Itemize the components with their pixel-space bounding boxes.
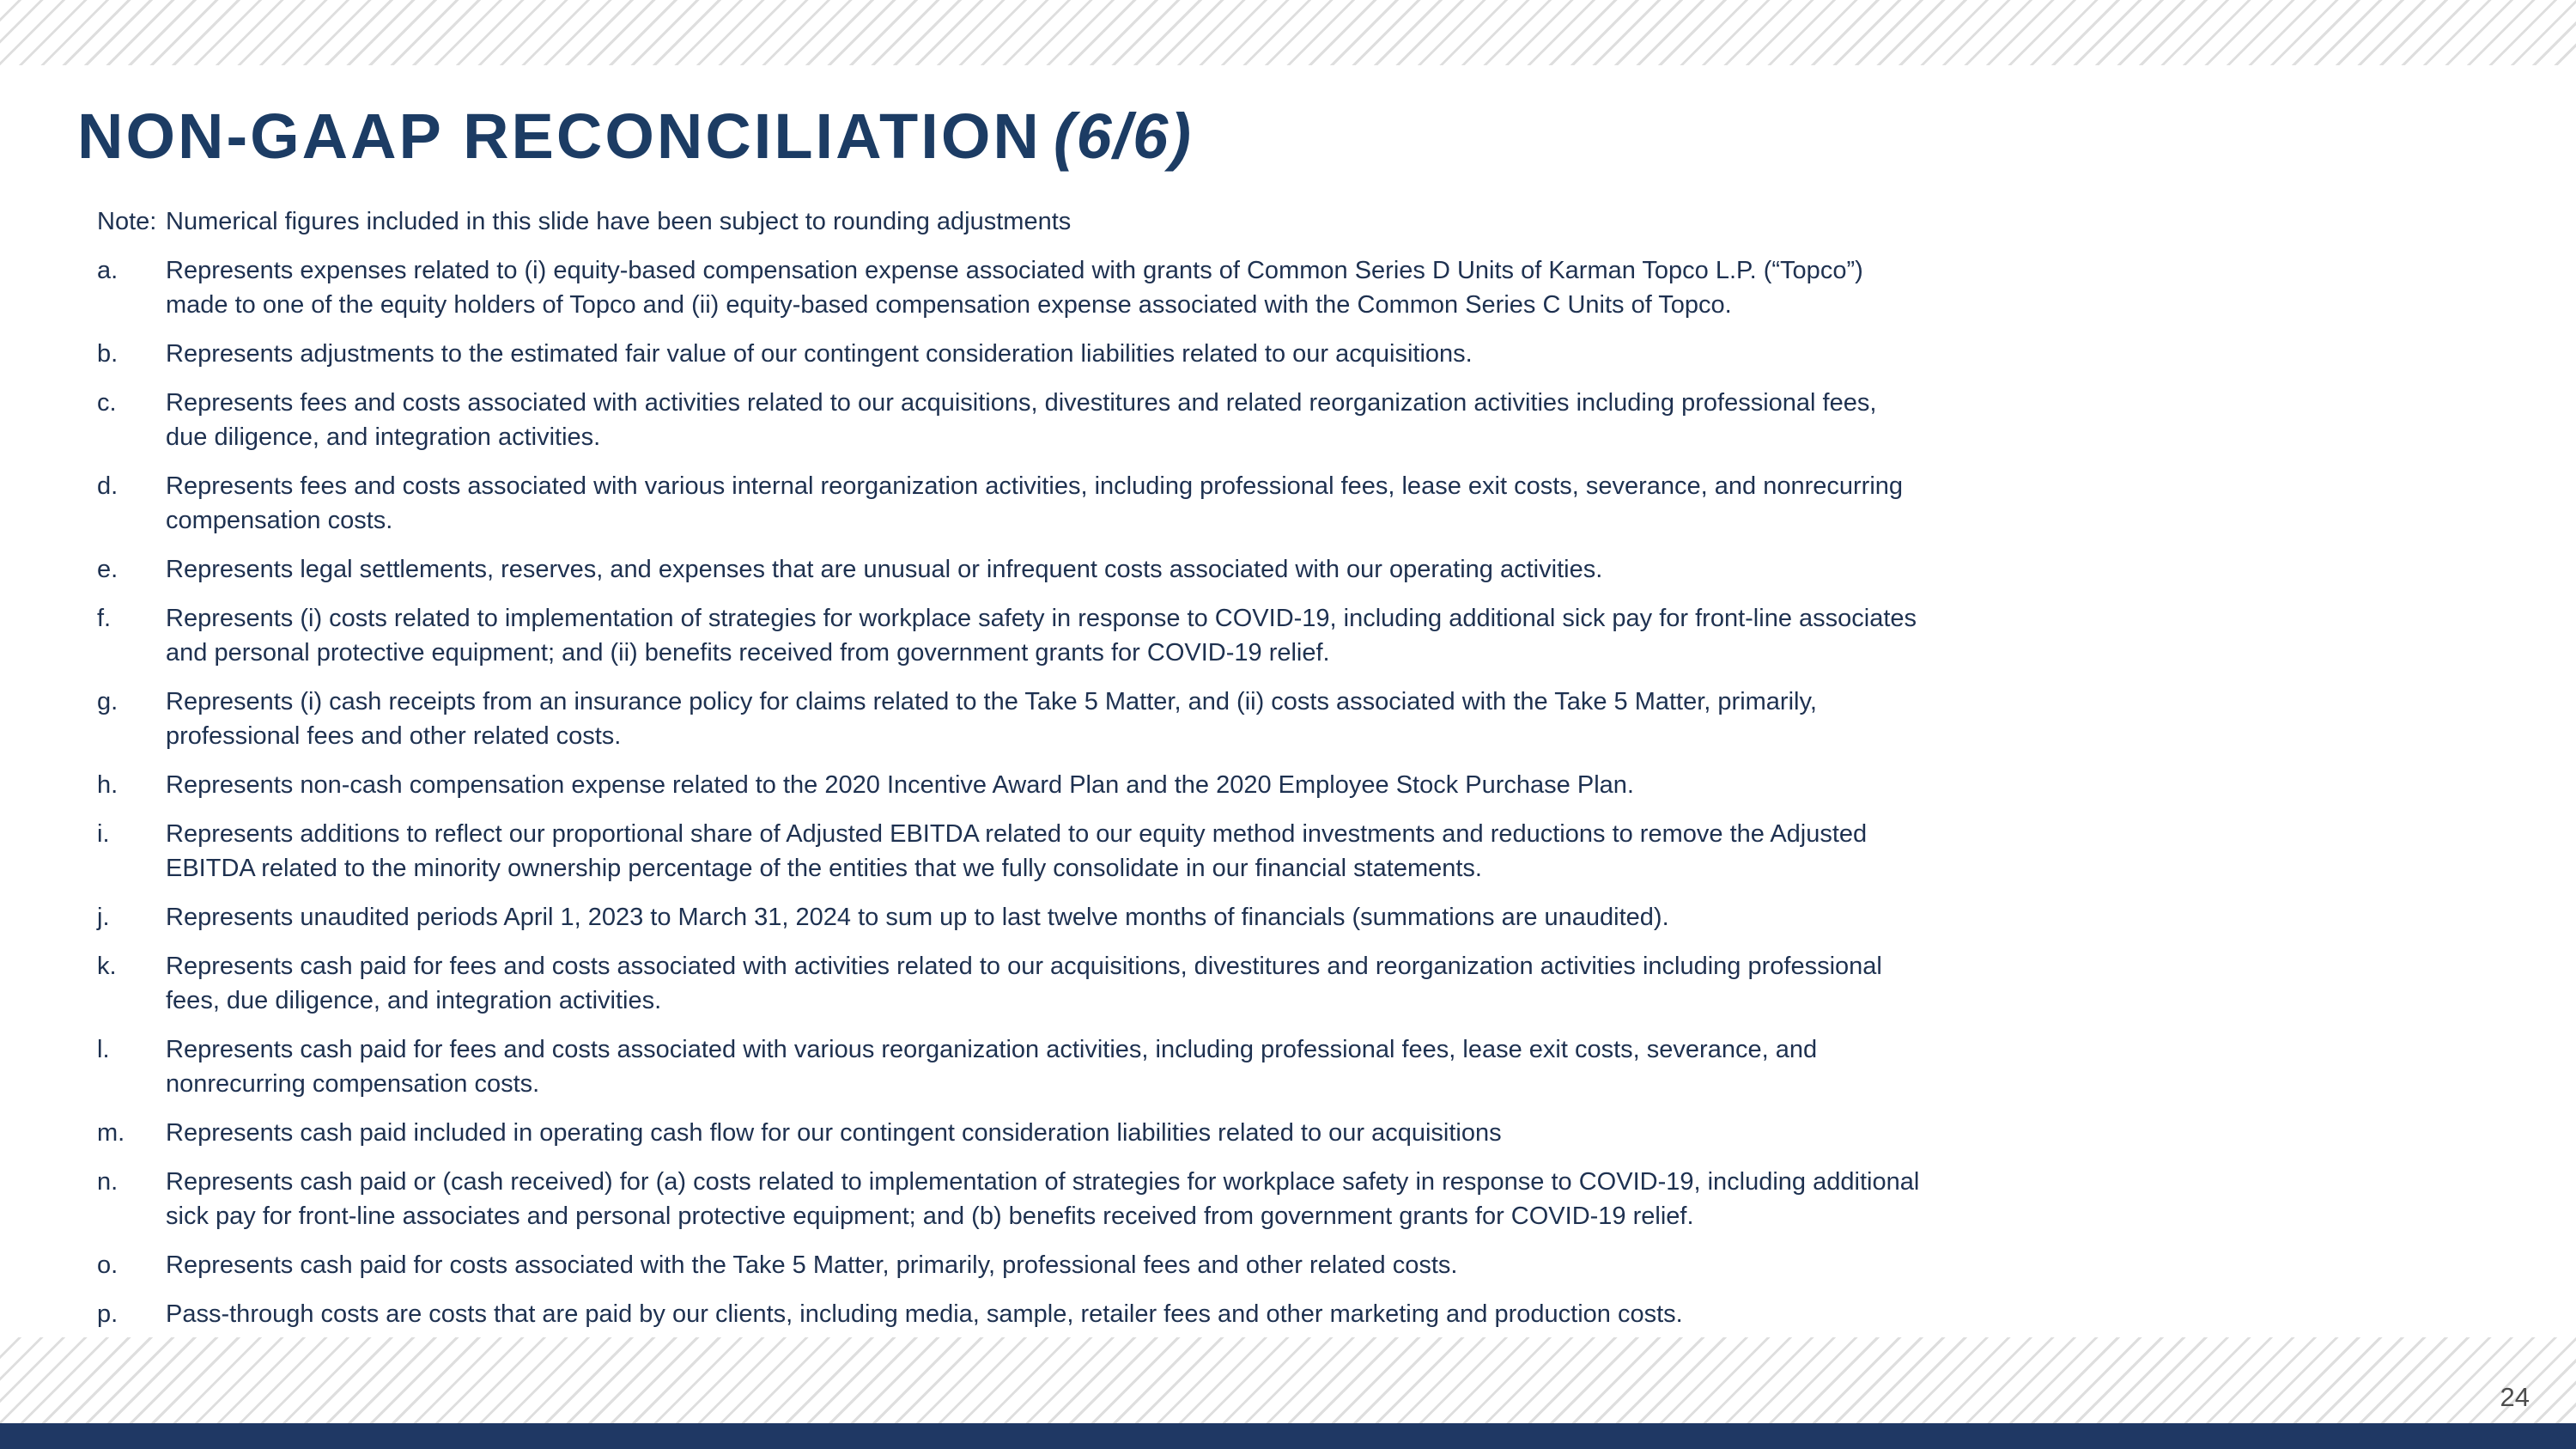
- page-title-counter: (6/6): [1053, 100, 1193, 172]
- footnote-label: e.: [97, 556, 118, 583]
- footnote-item: [97, 204, 1978, 239]
- footnote-label: d.: [97, 472, 118, 500]
- footnote-label: i.: [97, 820, 110, 848]
- footnote-text: Represents cash paid for fees and costs associated with activities related to our acquisitions, divestitures and reorganization activities including professional fees, due diligence, and integration activities.: [166, 953, 1882, 1014]
- footnote-label: f.: [97, 605, 112, 632]
- footnote-text: Represents (i) cash receipts from an insurance policy for claims related to the Take 5 Matter, and (ii) costs associated with the Take 5 Matter, primarily, professional fees and other related costs.: [166, 688, 1817, 750]
- footnote-label: Note:: [97, 208, 157, 235]
- footnote-text: Numerical figures included in this slide have been subject to rounding adjustments: [166, 208, 1072, 235]
- footnote-text: Represents fees and costs associated with various internal reorganization activities, including professional fees, lease exit costs, severance, and nonrecurring compensation costs.: [166, 472, 1904, 534]
- page-title-text: NON-GAAP RECONCILIATION: [77, 100, 1042, 172]
- footnote-label: h.: [97, 771, 118, 799]
- footer-bar: [0, 1423, 2576, 1449]
- footnote-item: [97, 1032, 1978, 1101]
- footnote-text: Represents cash paid included in operating cash flow for our contingent consideration liabilities related to our acquisitions: [166, 1119, 1502, 1147]
- footnote-text: Represents fees and costs associated with activities related to our acquisitions, divestitures and related reorganization activities including professional fees, due diligence, and integration activities.: [166, 389, 1877, 451]
- footnote-item: [97, 768, 1978, 802]
- footnote-item: [97, 1297, 1978, 1331]
- footnote-label: g.: [97, 688, 118, 715]
- footnote-text: Pass-through costs are costs that are paid by our clients, including media, sample, retailer fees and other marketing and production costs.: [166, 1300, 1683, 1328]
- footnotes-list: [97, 204, 1978, 1395]
- footnote-label: k.: [97, 953, 117, 980]
- footnote-label: c.: [97, 389, 117, 417]
- footnote-item: [97, 386, 1978, 454]
- footnote-item: [97, 253, 1978, 322]
- footnote-label: o.: [97, 1251, 118, 1279]
- footnote-text: Represents additions to reflect our proportional share of Adjusted EBITDA related to our equity method investments and reductions to remove the Adjusted EBITDA related to the minority ownership percentage of the entities that we fully consolidate in our financial statements.: [166, 820, 1868, 882]
- footnote-item: [97, 552, 1978, 587]
- footnote-label: n.: [97, 1168, 118, 1196]
- footnote-label: a.: [97, 257, 118, 284]
- footnote-text: Represents cash paid for costs associated with the Take 5 Matter, primarily, professional fees and other related costs.: [166, 1251, 1458, 1279]
- page-title: [77, 100, 1193, 173]
- footnote-text: Represents expenses related to (i) equity-based compensation expense associated with grants of Common Series D Units of Karman Topco L.P. (“Topco”) made to one of the equity holders of Topco and (ii) equity-based compensation expense associated with the Common Series C Units of Topco.: [166, 257, 1863, 319]
- footnote-label: m.: [97, 1119, 125, 1147]
- footnote-item: [97, 1248, 1978, 1282]
- footnote-text: Represents adjustments to the estimated fair value of our contingent consideration liabilities related to our acquisitions.: [166, 340, 1473, 368]
- footnote-item: [97, 949, 1978, 1018]
- footnote-text: Represents legal settlements, reserves, and expenses that are unusual or infrequent costs associated with our operating activities.: [166, 556, 1603, 583]
- top-stripe-band: [0, 0, 2576, 65]
- footnote-label: l.: [97, 1036, 110, 1063]
- footnote-item: [97, 601, 1978, 670]
- footnote-item: [97, 337, 1978, 371]
- footnote-item: [97, 1116, 1978, 1150]
- footnote-item: [97, 900, 1978, 935]
- footnote-text: Represents cash paid for fees and costs associated with various reorganization activities, including professional fees, lease exit costs, severance, and nonrecurring compensation costs.: [166, 1036, 1818, 1098]
- footnote-text: Represents (i) costs related to implementation of strategies for workplace safety in response to COVID-19, including additional sick pay for front-line associates and personal protective equipment; and (ii) benefits received from government grants for COVID-19 relief.: [166, 605, 1917, 667]
- footnote-text: Represents cash paid or (cash received) for (a) costs related to implementation of strategies for workplace safety in response to COVID-19, including additional sick pay for front-line associates and personal protective equipment; and (b) benefits received from government grants for COVID-19 relief.: [166, 1168, 1920, 1230]
- footnote-label: b.: [97, 340, 118, 368]
- footnote-label: p.: [97, 1300, 118, 1328]
- footnote-item: [97, 469, 1978, 538]
- footnote-label: j.: [97, 904, 110, 931]
- bottom-stripe-band: [0, 1337, 2576, 1423]
- page-number: 24: [2500, 1382, 2530, 1412]
- footnote-item: [97, 1165, 1978, 1233]
- footnote-item: [97, 817, 1978, 886]
- footnote-text: Represents non-cash compensation expense related to the 2020 Incentive Award Plan and the 2020 Employee Stock Purchase Plan.: [166, 771, 1634, 799]
- footnote-item: [97, 685, 1978, 753]
- footnote-text: Represents unaudited periods April 1, 2023 to March 31, 2024 to sum up to last twelve months of financials (summations are unaudited).: [166, 904, 1669, 931]
